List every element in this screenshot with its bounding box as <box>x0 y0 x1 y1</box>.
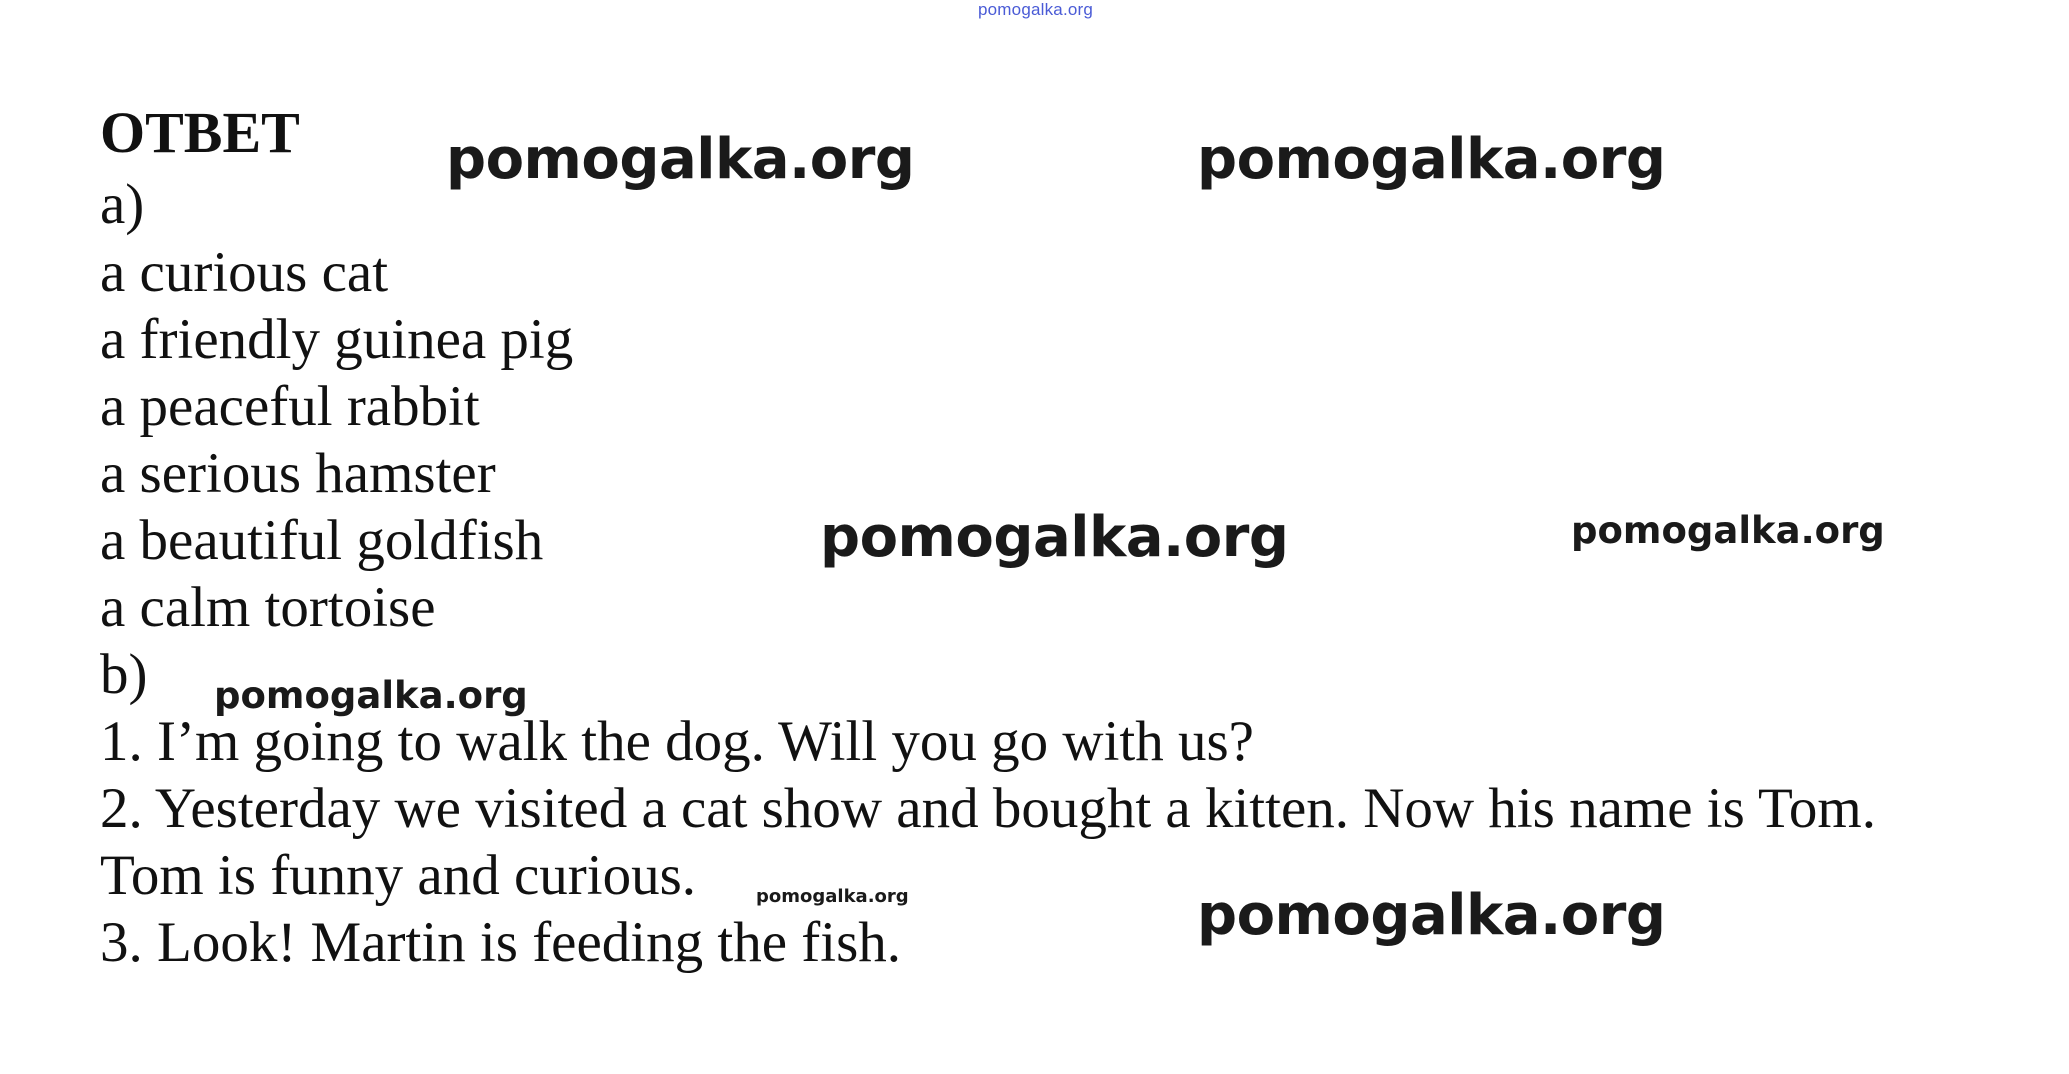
part-a-label: a) <box>100 173 145 236</box>
watermark: pomogalka.org <box>446 127 915 192</box>
part-b-line: 1. I’m going to walk the dog. Will you go with us? <box>100 710 1254 773</box>
answer-heading: ОТВЕТ <box>100 100 300 165</box>
watermark: pomogalka.org <box>1571 509 1885 552</box>
part-b-line: 2. Yesterday we visited a cat show and bought a kitten. Now his name is Tom. <box>100 777 1876 840</box>
part-a-item: a calm tortoise <box>100 576 436 639</box>
part-a-item: a peaceful rabbit <box>100 375 480 438</box>
watermark: pomogalka.org <box>1197 883 1666 948</box>
part-a-item: a serious hamster <box>100 442 496 505</box>
part-b-line: 3. Look! Martin is feeding the fish. <box>100 911 902 974</box>
part-b-line: Tom is funny and curious. <box>100 844 697 907</box>
watermark: pomogalka.org <box>214 674 528 717</box>
watermark: pomogalka.org <box>756 886 909 907</box>
part-a-item: a friendly guinea pig <box>100 308 574 371</box>
part-b-label: b) <box>100 643 148 706</box>
part-a-item: a curious cat <box>100 241 389 304</box>
source-watermark: pomogalka.org <box>978 0 1094 19</box>
part-a-item: a beautiful goldfish <box>100 509 544 572</box>
watermark: pomogalka.org <box>1197 127 1666 192</box>
watermark: pomogalka.org <box>820 505 1289 570</box>
